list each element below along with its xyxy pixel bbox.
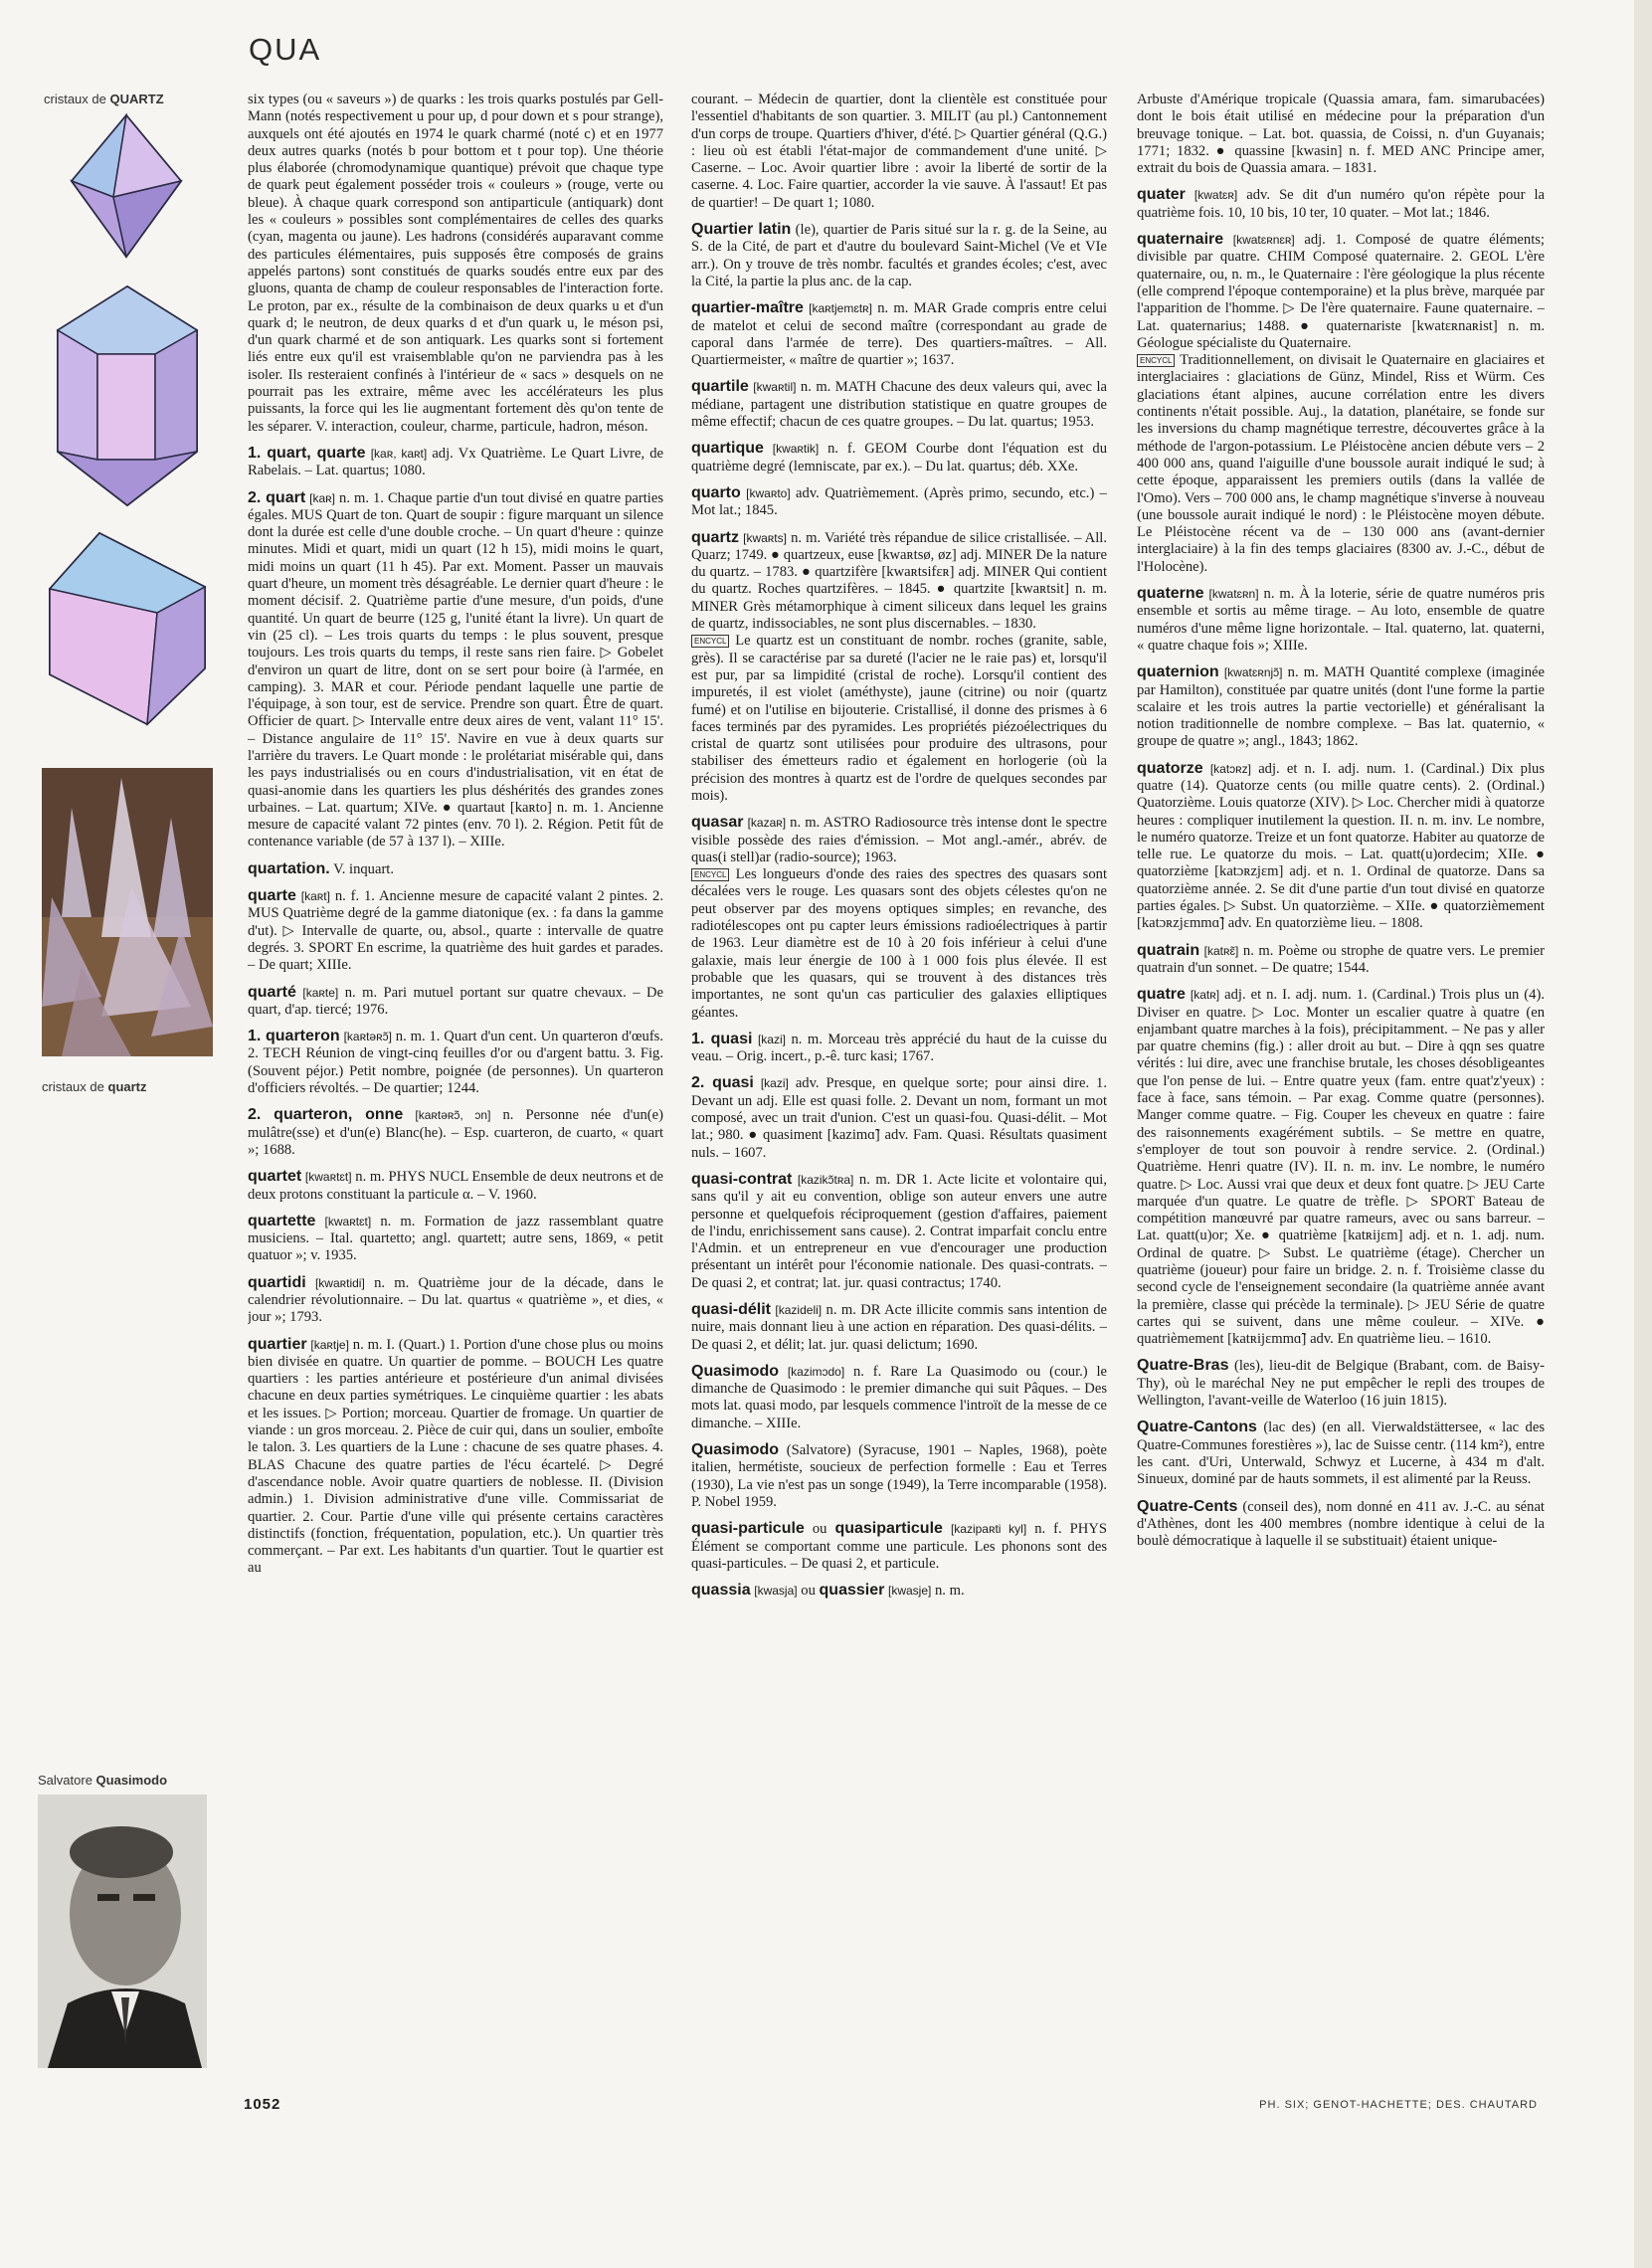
- phonetic: [kazi]: [760, 1076, 789, 1091]
- phonetic: [katʀɛ̃]: [1203, 943, 1239, 958]
- headword: quarto: [691, 483, 741, 501]
- hexagonal-prism-crystal-illustration: [38, 281, 217, 509]
- encyclopedic-note: Les longueurs d'onde des raies des spectres des quasars sont décalées vers le rouge. Les quasars sont des objets célestes qu'on ne peut observer par des moyens optiques simples; en revanche, des radiotélescopes ont pu capter leurs émissions radioélectriques à partir de 1963. Leur diamètre est de 10 à 20 fois inférieur à celui d'une galaxie, mais leur énergie de 100 à 1 000 fois plus élevée. Il est probable que les quasars, qui se trouvent à des distances très importantes, ne sont qu'un cas particulier des galaxies elliptiques géantes.: [691, 866, 1107, 1021]
- entry-quarto: [691, 484, 1107, 520]
- entry-quasi-particule: [691, 1520, 1107, 1573]
- headword: 2. quasi: [691, 1074, 754, 1092]
- phonetic: [kwaʀtɛt]: [304, 1170, 352, 1185]
- encyclopedic-note: Traditionnellement, on divisait le Quaternaire en glaciaires et interglaciaires : glaciations de Günz, Mindel, Riss et Würm. Ces glaciations étant alpines, aucune corrélation entre les divers continents n'était possible. Auj., la datation, planétaire, se fonde sur les inversions du champ magnétique terrestre, découvertes grâce à la méthode de l'argon-potassium. Le Pléistocène ancien débute vers – 2 400 000 ans, quand l'aiguille d'une boussole aurait indiqué le sud; à cette époque, apparaissent les premiers outils (dans la vallée de l'Omo). Vers – 700 000 ans, le champ magnétique s'inverse à nouveau (une boussole aurait indiqué le nord) : le Pléistocène moyen débute. Le Pléistocène récent va de – 130 000 ans (avant-dernier interglaciaire) à la fin des temps glaciaires (8300 av. J.-C., début de l'Holocène).: [1137, 352, 1545, 575]
- definition: n. Personne née d'un(e) mulâtre(sse) et d'un(e) Blanc(he). – Esp. cuarteron, de cuarto, « quart »; 1688.: [248, 1107, 663, 1158]
- entry-quart-noun: [248, 489, 663, 851]
- definition: n. m. MATH Quantité complexe (imaginée par Hamilton), constituée par quatre unités (dont l'une forme la partie scalaire et les trois autres la partie vectorielle) et généralisant la notion traditionnelle de nombre complexe. – Bas lat. quaternio, « groupe de quatre »; angl., 1843; 1862.: [1137, 664, 1545, 750]
- page-number: 1052: [244, 2096, 281, 2113]
- entry-quater: [1137, 186, 1545, 222]
- headword: quassia: [691, 1582, 751, 1600]
- phonetic: [kwaʀtidi]: [314, 1275, 365, 1290]
- entry-quart-adj: [248, 445, 663, 480]
- entry-quartation: [248, 860, 663, 878]
- entry-quatorze: [1137, 760, 1545, 933]
- entry-quatre: [1137, 986, 1545, 1348]
- definition: n. m. Poème ou strophe de quatre vers. Le premier quatrain d'un sonnet. – De quatre; 1544.: [1137, 942, 1545, 976]
- entry-continuation: [691, 92, 1107, 212]
- phonetic: [kazimɔdo]: [787, 1364, 845, 1379]
- quasimodo-portrait-photo: [38, 1795, 207, 2068]
- headword: quarte: [248, 887, 296, 905]
- definition: n. f. PHYS Élément se comportant comme une particule. Les phonons sont des quasi-particules. – De quasi 2, et particule.: [691, 1521, 1107, 1572]
- entry-quasi-delit: [691, 1301, 1107, 1354]
- phonetic: [kaʀtəʀɔ̃]: [343, 1030, 392, 1044]
- phonetic: [kazideli]: [775, 1303, 823, 1317]
- entry-quartidi: [248, 1274, 663, 1327]
- phonetic: [kaʀtje]: [310, 1337, 349, 1352]
- phonetic: [kazikɔ̃tʀa]: [797, 1172, 854, 1187]
- portrait-art: [38, 1795, 207, 2068]
- definition: adj. et n. I. adj. num. 1. (Cardinal.) Trois plus un (4). Diviser en quatre. ▷ Loc. Monter un escalier quatre à quatre (en enjambant quatre marches à la fois), précipitamment. – Ne pas y aller par quatre chemins (fig.) : aller droit au but. – Dire à qqn ses quatre vérités : lui dire, avec une franchise brutale, les choses désobligeantes que l'on pense de lui. – Entre quatre yeux (fam. entre quat'z'yeux) : face à face, sans témoin. – Par exag. Comme quatre (personnes). Manger comme quatre. – Fig. Couper les cheveux en quatre : faire des raisonnements exagérément subtils. – Se mettre en quatre, s'employer de tout son pouvoir à rendre service. 2. (Ordinal.) Quatrième. Henri quatre (IV). II. n. m. inv. Le nombre, le numéro quatre. ▷ Loc. Aussi vrai que deux et deux font quatre. ▷ JEU Carte marquée d'un quatre. Le quatre de trèfle. ▷ SPORT Bateau de compétition manœuvré par quatre rameurs, avec ou sans barreur. – Lat. quatt(u)or; Xe. ● quatrième [katʀijɛm] adj. et n. 1. adj. num. Ordinal de quatre. ▷ Subst. Le quatrième (étage). Chercher un quatrième (joueur) pour faire un bridge. 2. n. f. Troisième classe du second cycle de l'enseignement secondaire (la quatrième année avant la première, classe qui précède la terminale). ▷ JEU Série de quatre cartes qui se suivent, dans une même couleur. – XIVe. ● quatrièmement [katʀijɛmmɑ̃] adv. En quatrième lieu. – 1610.: [1137, 987, 1545, 1348]
- entry-quasi-contrat: [691, 1171, 1107, 1292]
- caption-bold: QUARTZ: [109, 92, 164, 106]
- portrait-caption: [38, 1773, 167, 1788]
- entry-continuation: [248, 92, 663, 436]
- definition: n. m. 1. Chaque partie d'un tout divisé en quatre parties égales. MUS Quart de ton. Quart de soupir : figure marquant un silence dont la durée est celle d'une double croche. – Un quart d'heure : quinze minutes. Midi et quart, midi un quart (12 h 15), midi moins le quart, midi moins un quart (11 h 45). Par ext. Moment. Passer un mauvais quart d'heure, un moment très désagréable. Le dernier quart d'heure : le moment décisif. 2. Quatrième partie d'une mesure, d'un poids, d'une quantité. Un quart de beurre (125 g, l'unité étant la livre). Un quart de vin (25 cl). – Les trois quarts du temps : le plus souvent, presque toujours. Les trois quarts du temps, il reste sans rien faire. ▷ Gobelet d'environ un quart de litre, dont on se sert pour boire (à l'armée, en camping). 3. MAR et cour. Période pendant laquelle une partie de l'équipage, à son tour, est de service. Prendre son quart. Être de quart. Officier de quart. ▷ Intervalle entre deux aires de vent, valant 11° 15'. – Distance angulaire de 11° 15'. Navire en vue à deux quarts sur l'arrière du travers. Le Quart monde : le prolétariat misérable qui, dans les pays industrialisés ou en cours d'industrialisation, vit en état de quasi-anomie dans les quartiers les plus déshérités des grandes zones urbaines. – Lat. quartum; XIVe. ● quartaut [kaʀto] n. m. 1. Ancienne mesure de capacité valant 72 pintes (env. 70 l). 2. Région. Petit fût de contenance variable (de 57 à 137 l). – XIIIe.: [248, 489, 663, 850]
- encyclopedic-note-badge: ENCYCL: [691, 635, 729, 648]
- headword-variant: quasiparticule: [834, 1520, 943, 1538]
- definition: n. m. PHYS NUCL Ensemble de deux neutrons et de deux protons constituant la particule α. – V. 1960.: [248, 1169, 663, 1203]
- definition: n. m. MATH Chacune des deux valeurs qui, avec la médiane, partagent une distribution statistique en quatre groupes de même effectif; chacun de ces quatre groupes. – Du lat. quartus; 1953.: [691, 379, 1107, 431]
- caption-prefix: cristaux de: [42, 1079, 104, 1094]
- definition: n. m. I. (Quart.) 1. Portion d'une chose plus ou moins bien divisée en quatre. Un quartier de pomme. – BOUCH Les quatre quartiers : les parties antérieure et postérieure d'un animal divisées chacune en deux parties symétriques. Le cinquième quartier : les abats et les issues. ▷ Portion; morceau. Quartier de fromage. Un quartier de viande : un gros morceau. 2. Pièce de cuir qui, dans un soulier, emboîte le talon. 3. Les quartiers de la Lune : chacune de ses quatre phases. 4. BLAS Chacune des quatre parties de l'écu écartelé. ▷ Degré d'ascendance noble. Avoir quatre quartiers de noblesse. II. (Division admin.) 1. Division administrative d'une ville. Commissariat de quartier. 2. Cour. Partie d'une ville qui présente certains caractères distinctifs (fonction, fréquentation, population, etc.). Un quartier très commerçant. – Par ext. Les habitants d'un quartier. Tout le quartier est au: [248, 1336, 663, 1577]
- definition: n. m. 1. Quart d'un cent. Un quarteron d'œufs. 2. TECH Réunion de vingt-cinq feuilles d'or ou d'argent battu. 3. Fig. (Souvent péjor.) Petit nombre, poignée (de personnes). Un quarteron d'officiers révoltés. – De quartier; 1244.: [248, 1029, 663, 1097]
- headword: Quartier latin: [691, 221, 792, 239]
- definition: n. f. Rare La Quasimodo ou (cour.) le dimanche de Quasimodo : le premier dimanche qui suit Pâques. – Des mots lat. quasi modo, par lesquels commence l'introït de la messe de ce dimanche. – XIIIe.: [691, 1363, 1107, 1431]
- definition: (lac des) (en all. Vierwaldstättersee, « lac des Quatre-Communes forestières »), lac de Suisse centr. (114 km²), entre les cant. d'Uri, Unterwald, Schwyz et Lucerne, à 434 m d'alt. Sinueux, dominé par de hauts sommets, il est alimenté par la Reuss.: [1137, 1419, 1545, 1488]
- headword: quartation.: [248, 859, 330, 877]
- quartz-photo-art: [42, 768, 213, 1056]
- entry-quasimodo-1: [691, 1363, 1107, 1432]
- headword: Quatre-Bras: [1137, 1357, 1229, 1375]
- phonetic: [kaʀt]: [300, 889, 330, 904]
- entry-quartet: [248, 1168, 663, 1204]
- entry-quaterne: [1137, 585, 1545, 655]
- headword: quartette: [248, 1212, 316, 1229]
- phonetic: [kazipaʀti kyl]: [950, 1522, 1027, 1537]
- headword: quartile: [691, 378, 749, 396]
- headword: quasi-particule: [691, 1520, 805, 1538]
- headword: quasar: [691, 814, 744, 832]
- phonetic: [kwatɛʀnjɔ̃]: [1223, 665, 1283, 680]
- connector: ou: [801, 1583, 816, 1600]
- headword: 1. quart, quarte: [248, 444, 366, 462]
- headword: quartique: [691, 440, 764, 458]
- entry-continuation: [1137, 92, 1545, 177]
- entry-quartier-latin: [691, 221, 1107, 290]
- entry-quartile: [691, 378, 1107, 431]
- definition: n. m. À la loterie, série de quatre numéros pris ensemble et sortis au même tirage. – Au loto, ensemble de quatre numéros d'une même ligne horizontale. – Ital. quaterno, lat. quaterni, « quatre chaque fois »; XIIIe.: [1137, 586, 1545, 654]
- octahedron-crystal-illustration: [52, 111, 201, 261]
- phonetic: [kazi]: [757, 1032, 786, 1046]
- encyclopedic-note-badge: ENCYCL: [1137, 354, 1175, 367]
- phonetic: [kazaʀ]: [747, 816, 787, 831]
- definition: n. m. DR Acte illicite commis sans intention de nuire, mais donnant lieu à une action en réparation. Des quasi-délits. – De quasi 2, et délit; lat. jur. quasi delictum; 1690.: [691, 1302, 1107, 1353]
- phonetic: [kwaʀtɛt]: [324, 1214, 372, 1228]
- definition: n. m. ASTRO Radiosource très intense dont le spectre visible possède des raies d'émission. – Mot angl.-amér., abrév. de quas(i stell)ar (radio-source); 1963.: [691, 815, 1107, 865]
- definition: (conseil des), nom donné en 411 av. J.-C. au sénat d'Athènes, dont les 400 membres (nombre identique à celui de la boulè démocratique à laquelle il se substituait) étaient unique-: [1137, 1498, 1545, 1550]
- phonetic: [kwatɛʀnɛʀ]: [1232, 233, 1295, 248]
- definition: adj. et n. I. adj. num. 1. (Cardinal.) Dix plus quatre (14). Quatorze cents (ou mille quatre cents). 2. (Ordinal.) Quatorzième. Louis quatorze (XIV). ▷ Loc. Chercher midi à quatorze heures : compliquer inutilement la question. II. n. m. inv. Le nombre, le numéro quatorze. Treize et un font quatorze. Habiter au quatorze de telle rue. Le quatorze du mois. – Lat. quatt(u)ordecim; XIIe. ● quatorzième [katɔʀzjɛm] adj. et n. 1. Ordinal de quatorze. Dans sa quatorzième année. 2. Se dit d'une partie d'un tout divisé en quatorze parties égales. ▷ Subst. Un quatorzième. – XIIe. ● quatorzièmement [katɔʀzjɛmmɑ̃] adv. En quatorzième lieu. – 1808.: [1137, 760, 1545, 932]
- headword: quartz: [691, 528, 739, 546]
- entry-quatre-cents: [1137, 1498, 1545, 1551]
- headword: quatorze: [1137, 759, 1203, 777]
- entry-quaternion: [1137, 663, 1545, 750]
- entry-text: six types (ou « saveurs ») de quarks : les trois quarks postulés par Gell-Mann (notés respectivement u pour up, d pour down et s pour strange), auxquels ont été ajoutés en 1974 le quark charmé (noté c) et en 1977 deux autres quarks (notés b pour bottom et t pour top). Une théorie plus élaborée (chromodynamique quantique) prévoit que chaque type de quark peut également posséder trois « couleurs » (rouge, verte ou bleue). À chaque quark correspond son antiparticule (antiquark) dont les « couleurs » possibles sont complémentaires de celles des quarks (cyan, magenta ou jaune). Les hadrons (considérés auparavant comme des particules élémentaires, puis supposés être composés de grains appelés partons) sont constitués de quarks soudés entre eux par des gluons, quanta de champ de couleur responsables de l'interaction forte. Le proton, par ex., résulte de la combinaison de deux quarks u et d'un quark d; le neutron, de deux quarks d et d'un quark u, le méson psi, d'un quark charmé et de son antiquark. Les quarks sont si fortement liés entre eux qu'il est vraisemblable qu'on ne parviendra pas à les isoler. Ils resteraient confinés à l'intérieur de « sacs » desquels on ne pourrait pas les extraire, même avec les accélérateurs les plus puissants, la force qui les lie augmentant fortement dès qu'on tente de les séparer. V. interaction, couleur, charme, particule, hadron, méson.: [248, 92, 663, 435]
- phonetic: [kwaʀtil]: [753, 380, 797, 395]
- headword: 2. quart: [248, 488, 306, 506]
- headword-variant: quassier: [819, 1582, 885, 1600]
- entry-quatrain: [1137, 942, 1545, 978]
- dictionary-column-1: [248, 92, 663, 2081]
- headword: 1. quasi: [691, 1030, 753, 1047]
- headword: Quatre-Cantons: [1137, 1418, 1257, 1436]
- definition: n. m. Variété très répandue de silice cristallisée. – All. Quarz; 1749. ● quartzeux, euse [kwaʀtsø, øz] adj. MINER De la nature du quartz. – 1783. ● quartzifère [kwaʀtsifɛʀ] adj. MINER Qui contient du quartz. Roches quartzifères. – 1845. ● quartzite [kwaʀtsit] n. m. MINER Grès métamorphique à ciment siliceux dans lequel les grains de quartz, indissociables, ne sont plus discernables. – 1830.: [691, 529, 1107, 633]
- phonetic: [kaʀtəʀɔ̃, ɔn]: [415, 1108, 491, 1123]
- entry-text: courant. – Médecin de quartier, dont la clientèle est constituée pour l'essentiel d'habitants de son quartier. 3. MILIT (au pl.) Cantonnement d'un corps de troupe. Quartiers d'hiver, d'été. ▷ Quartier général (Q.G.) : lieu où est établi l'état-major de commandement d'une unité. ▷ Caserne. – Loc. Avoir quartier libre : avoir la liberté de sortir de la caserne. 4. Loc. Faire quartier, accorder la vie sauve. À l'assaut! Et pas de quartier! – De quart 1; 1080.: [691, 92, 1107, 211]
- entry-quartique: [691, 440, 1107, 475]
- quartz-photo-caption: [42, 1079, 147, 1094]
- headword: quatrain: [1137, 941, 1200, 959]
- entry-text: Arbuste d'Amérique tropicale (Quassia amara, fam. simarubacées) dont le bois était utilisé en médecine pour la préparation d'un breuvage tonique. – Lat. bot. quassia, de Coissi, n. d'un Guyanais; 1771; 1832. ● quassine [kwasin] n. f. MED ANC Principe amer, extrait du bois de Quassia amara. – 1831.: [1137, 92, 1545, 177]
- headword: quarté: [248, 983, 296, 1001]
- definition: V. inquart.: [333, 860, 395, 877]
- quartz-crystals-caption: [44, 92, 164, 106]
- scan-edge: [1634, 0, 1652, 2268]
- headword: quaterne: [1137, 585, 1204, 603]
- definition: n. m. Morceau très apprécié du haut de la cuisse du veau. – Orig. incert., p.-ê. turc kasi; 1767.: [691, 1031, 1107, 1065]
- entry-quassia: [691, 1582, 1107, 1600]
- entry-quasi-1: [691, 1031, 1107, 1066]
- definition: n. m. Pari mutuel portant sur quatre chevaux. – De quart, d'ap. tiercé; 1976.: [248, 984, 663, 1018]
- definition: adj. Vx Quatrième. Le Quart Livre, de Rabelais. – Lat. quartus; 1080.: [248, 445, 663, 479]
- definition: adv. Presque, en quelque sorte; pour ainsi dire. 1. Devant un adj. Elle est quasi folle. 2. Devant un nom, formant un mot composé, avec un trait d'union. C'est un quasi-fou. Quasi-délit. – Mot lat.; 980. ● quasiment [kazimɑ̃] adv. Fam. Quasi. Résultats quasiment nuls. – 1607.: [691, 1075, 1107, 1161]
- definition: (les), lieu-dit de Belgique (Brabant, com. de Baisy-Thy), où le maréchal Ney ne put empêcher le repli des troupes de Wellington, l'avant-veille de Waterloo (16 juin 1815).: [1137, 1358, 1545, 1410]
- running-head: QUA: [249, 32, 322, 67]
- phonetic: [kwatɛʀ]: [1193, 188, 1238, 203]
- headword: quasi-délit: [691, 1301, 772, 1318]
- phonetic: [kaʀ]: [309, 490, 336, 505]
- entry-quasar: [691, 814, 1107, 1022]
- quartz-crystals-photo: [42, 768, 213, 1056]
- definition: n. m.: [935, 1583, 965, 1600]
- entry-quasimodo-2: [691, 1441, 1107, 1511]
- headword: Quasimodo: [691, 1441, 780, 1459]
- definition: adv. Se dit d'un numéro qu'on répète pour la quatrième fois. 10, 10 bis, 10 ter, 10 quater. – Mot lat.; 1846.: [1137, 187, 1545, 221]
- definition: n. m. Formation de jazz rassemblant quatre musiciens. – Ital. quartetto; angl. quartett; autre sens, 1869, « petit quatuor »; v. 1935.: [248, 1213, 663, 1264]
- entry-quasi-2: [691, 1074, 1107, 1161]
- caption-prefix: Salvatore: [38, 1773, 92, 1788]
- definition: n. m. MAR Grade compris entre celui de matelot et celui de second maître (correspondant au grade de caporal dans l'armée de terre). Des quartiers-maîtres. – All. Quartiermeister, « maître de quartier »; 1637.: [691, 300, 1107, 369]
- definition: n. f. GEOM Courbe dont l'équation est du quatrième degré (lemniscate, par ex.). – Du lat. quartus; déb. XXe.: [691, 441, 1107, 474]
- caption-bold: Quasimodo: [95, 1773, 168, 1788]
- definition: n. m. DR 1. Acte licite et volontaire qui, sans qu'il y ait eu convention, oblige son auteur envers une autre personne et quelquefois réciproquement (gestion d'affaires, paiement de l'indu, enrichissement sans cause). 2. Contrat imparfait conclu entre l'Admin. et un entrepreneur en vue d'encourager une production présentant un intérêt pour l'économie nationale. Des quasi-contrats. – De quasi 2, et contrat; lat. jur. quasi contractus; 1740.: [691, 1171, 1107, 1291]
- headword: quartet: [248, 1168, 302, 1186]
- entry-quaternaire: [1137, 231, 1545, 576]
- dictionary-column-2: [691, 92, 1107, 2081]
- phonetic: [kaʀtjemɛtʀ]: [809, 301, 872, 316]
- entry-quarteron-1: [248, 1028, 663, 1097]
- caption-prefix: cristaux de: [44, 92, 106, 106]
- headword: quater: [1137, 186, 1186, 204]
- headword: quasi-contrat: [691, 1170, 793, 1188]
- phonetic: [kwatɛʀn]: [1208, 587, 1259, 602]
- headword: 1. quarteron: [248, 1028, 340, 1045]
- definition: (le), quartier de Paris situé sur la r. g. de la Seine, au S. de la Cité, de part et d'autre du boulevard Saint-Michel (Ve et VIe arr.). On y trouve de très nombr. facultés et grandes écoles; c'est, avec la Cité, la partie la plus anc. de la cap.: [691, 222, 1107, 289]
- phonetic: [kwaʀtik]: [772, 442, 820, 457]
- dictionary-column-3: [1137, 92, 1545, 2081]
- phonetic: [kwasja]: [754, 1584, 798, 1599]
- phonetic: [kaʀ, kaʀt]: [370, 446, 428, 461]
- connector: ou: [812, 1521, 827, 1538]
- definition: n. m. Quatrième jour de la décade, dans le calendrier révolutionnaire. – Du lat. quartus « quatrième », et dies, « jour »; 1793.: [248, 1274, 663, 1326]
- phonetic: [kwaʀts]: [743, 530, 787, 545]
- encyclopedic-note: Le quartz est un constituant de nombr. roches (granite, sable, grès). Il se caractérise par sa dureté (l'acier ne le raie pas) et, lorsqu'il est pur, par sa limpidité (cristal de roche). Lorsqu'il contient des impuretés, il est violet (améthyste), jaune (citrine) ou noir (quartz fumé) et on l'utilise en bijouterie. Cristallisé, il donne des prismes à 6 faces terminés par des pyramides. Les propriétés piézoélectriques du cristal de quartz sont utilisées pour produire des ultrasons, pour stabiliser des émetteurs radio et également en horlogerie (où la précision des montres à quartz est de l'ordre de quelques secondes par mois).: [691, 633, 1107, 804]
- entry-quartz: [691, 529, 1107, 806]
- headword: quatre: [1137, 986, 1186, 1004]
- headword: 2. quarteron, onne: [248, 1106, 404, 1124]
- entry-quarteron-2: [248, 1106, 663, 1159]
- entry-quarte: [248, 887, 663, 974]
- definition: adv. Quatrièmement. (Après primo, secundo, etc.) – Mot lat.; 1845.: [691, 484, 1107, 519]
- entry-quarte-pari: [248, 984, 663, 1020]
- entry-quatre-bras: [1137, 1357, 1545, 1410]
- phonetic: [kwasje]: [887, 1584, 932, 1599]
- headword: quartier-maître: [691, 299, 804, 317]
- definition: n. f. 1. Ancienne mesure de capacité valant 2 pintes. 2. MUS Quatrième degré de la gamme diatonique (ex. : fa dans la gamme d'ut). ▷ Intervalle de quarte, ou, absol., quarte : intervalle de quatre degrés. 3. SPORT En escrime, la quatrième des huit gardes et parades. – De quart; XIIIe.: [248, 888, 663, 974]
- headword: Quatre-Cents: [1137, 1497, 1238, 1515]
- headword: quaternion: [1137, 663, 1219, 681]
- definition: adj. 1. Composé de quatre éléments; divisible par quatre. CHIM Composé quaternaire. 2. GEOL L'ère quaternaire, ou, n. m., le Quaternaire : l'ère géologique la plus récente (elle comprend l'époque contemporaine) et la plus brève, marquée par l'apparition de l'homme. ▷ De l'ère quaternaire. Faune quaternaire. – Lat. quaternarius; 1488. ● quaternariste [kwatɛʀnaʀist] n. m. Géologue spécialiste du Quaternaire.: [1137, 232, 1545, 351]
- phonetic: [katʀ]: [1190, 988, 1220, 1003]
- photo-credit: PH. SIX; GENOT-HACHETTE; DES. CHAUTARD: [1259, 2099, 1538, 2111]
- caption-bold: quartz: [107, 1079, 147, 1094]
- entry-quartier-maitre: [691, 299, 1107, 369]
- entry-quartier: [248, 1336, 663, 1578]
- phonetic: [kwaʀto]: [746, 485, 791, 500]
- definition: (Salvatore) (Syracuse, 1901 – Naples, 1968), poète italien, hermétiste, soucieux de perfection formelle : Eau et Terres (1930), La vie n'est pas un songe (1949), la Terre incomparable (1958). P. Nobel 1959.: [691, 1442, 1107, 1510]
- headword: quaternaire: [1137, 231, 1224, 249]
- headword: quartier: [248, 1335, 307, 1353]
- twin-prism-crystal-illustration: [38, 529, 217, 728]
- phonetic: [katɔʀz]: [1209, 761, 1252, 776]
- phonetic: [kaʀte]: [302, 985, 339, 1000]
- headword: quartidi: [248, 1273, 306, 1291]
- headword: Quasimodo: [691, 1362, 780, 1380]
- encyclopedic-note-badge: ENCYCL: [691, 868, 729, 881]
- entry-quatre-cantons: [1137, 1418, 1545, 1488]
- entry-quartette: [248, 1213, 663, 1265]
